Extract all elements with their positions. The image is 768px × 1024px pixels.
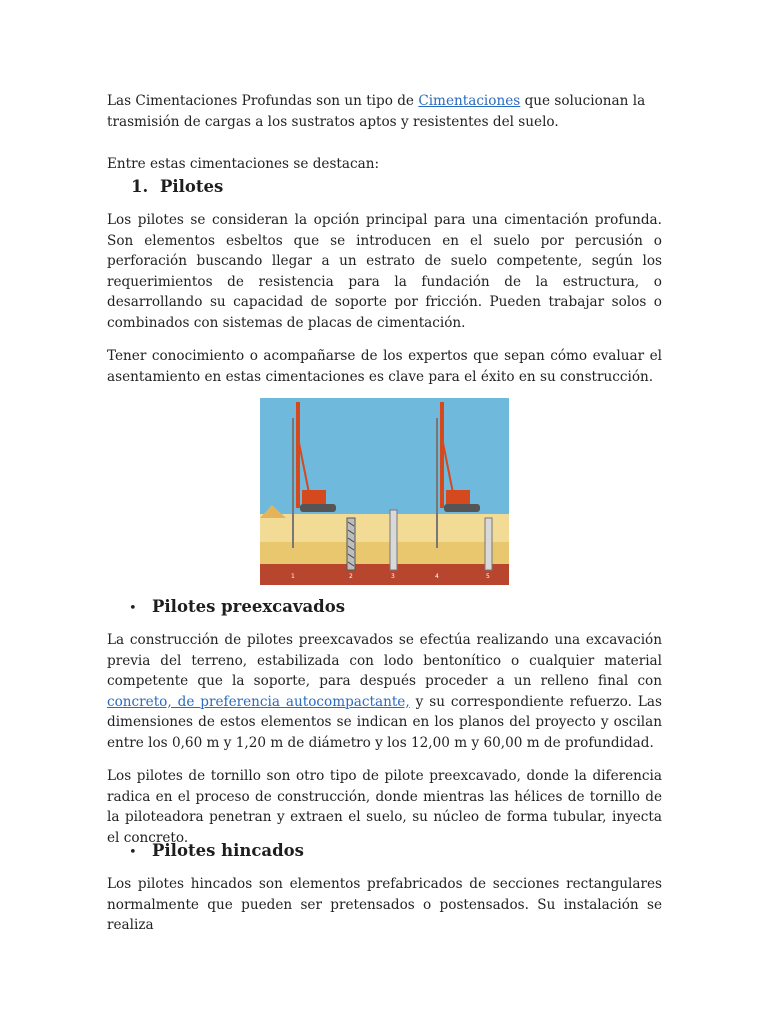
cimentaciones-link[interactable]: Cimentaciones	[418, 93, 521, 109]
pile-label: 1	[291, 573, 295, 580]
heading-pilotes	[131, 177, 223, 196]
bullet-icon: •	[129, 601, 137, 616]
pile-label: 5	[486, 573, 490, 580]
heading-number: 1.	[131, 177, 149, 196]
heading-pilotes-preexcavados: Pilotes preexcavados	[152, 597, 346, 616]
pile-label: 2	[349, 573, 353, 580]
bullet-icon: •	[129, 845, 137, 860]
intro-text: Las Cimentaciones Profundas son un tipo de	[107, 93, 419, 109]
pile-label: 4	[435, 573, 439, 580]
pile-label: 3	[391, 573, 395, 580]
preexcavados-paragraph-2: Los pilotes de tornillo son otro tipo de pilote preexcavado, donde la diferencia radica en el proceso de construcción, donde mientras las hélices de tornillo de la piloteadora penetran y extraen el suelo, su núcleo de forma tubular, inyecta el concreto.	[107, 768, 662, 846]
intro-text-end: que solucionan la trasmisión de cargas a los sustratos aptos y resistentes del suelo.	[107, 93, 646, 130]
heading-title: Pilotes	[159, 177, 224, 196]
preexcavados-text-end: y su correspondiente refuerzo. Las dimensiones de estos elementos se indican en los planos del proyecto y oscilan entre los 0,60 m y 1,20 m de diámetro y los 12,00 m y 60,00 m de profundidad.	[107, 693, 662, 751]
pile-types-illustration	[260, 398, 509, 585]
hincados-paragraph-1: Los pilotes hincados son elementos prefabricados de secciones rectangulares normalmente que pueden ser pretensados o postensados. Su instalación se realiza	[107, 876, 662, 933]
heading-pilotes-hincados: Pilotes hincados	[152, 841, 304, 860]
pilotes-paragraph-1: Los pilotes se consideran la opción principal para una cimentación profunda. Son elementos esbeltos que se introducen en el suelo por percusión o perforación buscando llegar a un estrato de suelo competente, según los requerimientos de resistencia para la fundación de la estructura, o desarrollando su capacidad de soporte por fricción. Pueden trabajar solos o combinados con sistemas de placas de cimentación.	[107, 212, 662, 331]
pile-3	[390, 510, 397, 570]
preexcavados-paragraph-1	[107, 630, 662, 753]
pile-5	[485, 518, 492, 570]
intro-paragraph	[107, 91, 662, 132]
preexcavados-text: La construcción de pilotes preexcavados se efectúa realizando una excavación previa del terreno, estabilizada con lodo bentonítico o cualquier material competente que la soporte, para después proceder a un relleno final con	[107, 632, 662, 689]
soil-layer-mid	[260, 542, 509, 564]
soil-layer-sand	[260, 514, 509, 542]
concreto-autocompactante-link[interactable]: concreto, de preferencia autocompactante,	[107, 693, 410, 710]
pilotes-paragraph-2: Tener conocimiento o acompañarse de los expertos que sepan cómo evaluar el asentamiento en estas cimentaciones es clave para el éxito en su construcción.	[107, 348, 662, 385]
soil-layer-clay	[260, 564, 509, 585]
list-intro: Entre estas cimentaciones se destacan:	[107, 156, 380, 172]
